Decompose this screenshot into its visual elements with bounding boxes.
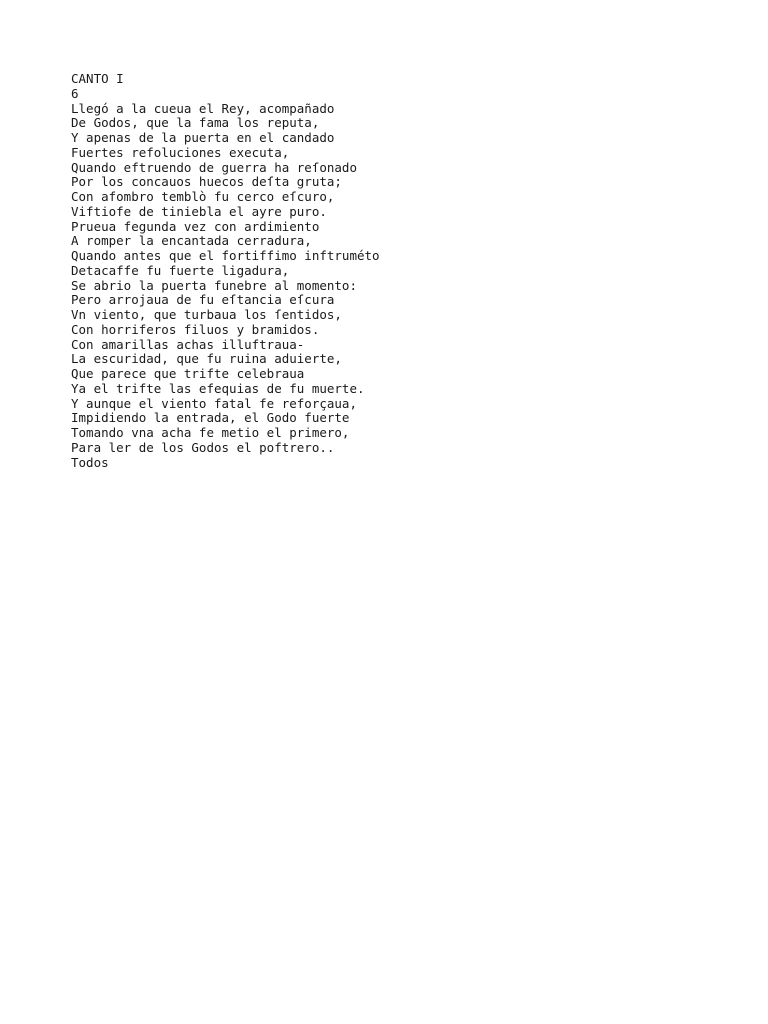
verse-line: A romper la encantada cerradura,: [71, 233, 312, 249]
verse-line: Ya el trifte las efequias de fu muerte.: [71, 380, 365, 396]
page-number: 6: [71, 85, 79, 101]
verse-line: Impidiendo la entrada, el Godo fuerte: [71, 410, 350, 426]
verse-line: Con horriferos filuos y bramidos.: [71, 321, 320, 337]
verse-line: Y apenas de la puerta en el candado: [71, 130, 335, 145]
verse-line: Viftiofe de tiniebla el ayre puro.: [71, 203, 327, 219]
verse-line: Con amarillas achas illuftraua-: [71, 336, 305, 352]
verse-line: Tomando vna acha fe metio el primero,: [71, 425, 350, 440]
verse-line: Por los concauos huecos deſta gruta;: [71, 174, 342, 190]
canto-heading: CANTO I: [71, 71, 124, 86]
verse-line: Para ler de los Godos el poftrero..: [71, 439, 335, 455]
verse-line: Vn viento, que turbaua los ſentidos,: [71, 307, 342, 322]
verse-line: Quando eftruendo de guerra ha reſonado: [71, 159, 357, 175]
verse-line: Que parece que trifte celebraua: [71, 366, 305, 381]
document-page: [71, 72, 751, 470]
verse-line: Detacaffe fu fuerte ligadura,: [71, 262, 290, 278]
verse-body: [71, 102, 751, 471]
verse-line: Se abrio la puerta funebre al momento:: [71, 277, 357, 293]
verse-line: Y aunque el viento fatal fe reforçaua,: [71, 395, 357, 411]
verse-line: Fuertes refoluciones executa,: [71, 144, 290, 160]
verse-line: Llegó a la cueua el Rey, acompañado: [71, 100, 335, 116]
verse-line: La escuridad, que fu ruina aduierte,: [71, 351, 342, 367]
verse-line: Prueua fegunda vez con ardimiento: [71, 218, 320, 234]
verse-line: De Godos, que la fama los reputa,: [71, 115, 320, 131]
catchword: Todos: [71, 454, 109, 470]
verse-line: Con afombro temblò fu cerco eſcuro,: [71, 189, 335, 204]
verse-line: Pero arrojaua de fu eſtancia eſcura: [71, 292, 335, 308]
verse-line: Quando antes que el fortiffimo inftruméto: [71, 248, 380, 263]
